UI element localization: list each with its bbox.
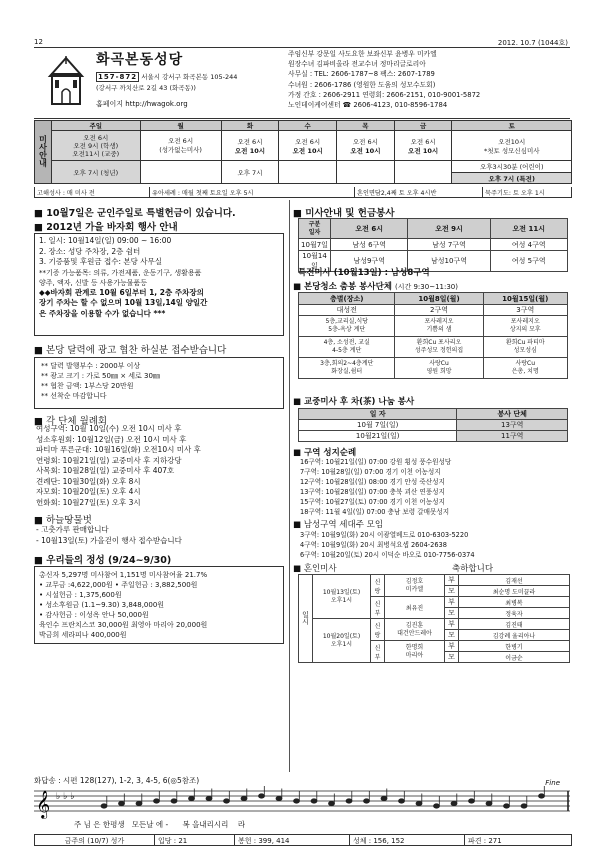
bazaar-parking-notice: 은 주차장을 이용할 수가 없습니다 *** <box>39 308 166 318</box>
group-meeting: 파티마 푸른군대: 10월16일(화) 오전10시 미사 후 <box>36 445 201 454</box>
fine-marking: Fine <box>545 779 560 787</box>
saturday-children-mass: 오후3시30분 (어린이) <box>452 161 572 173</box>
music-note <box>171 799 177 803</box>
staff-line: 주임신부 강문일 사도요한 보좌신부 윤병우 미카엘 <box>288 50 437 58</box>
clean-cell: 사랑Cu 은총, 치명 <box>483 358 567 379</box>
day-header: 수 <box>279 121 337 131</box>
music-note <box>451 801 457 805</box>
role-label: 신부 <box>371 641 385 663</box>
music-note <box>259 794 265 798</box>
staff-line: 수녀원 : 2606-1786 (영원한 도움의 성모수도회) <box>288 80 436 89</box>
group-meeting: 자모회: 10월20일(토) 오후 4시 <box>36 487 141 496</box>
confession-info: 고해성사 : 매 미사 전 <box>35 187 150 197</box>
clean-header: 10월15일(월) <box>483 293 567 305</box>
ad-line: ** 광고 크기 : 가로 50㎜ × 세로 30㎜ <box>41 372 160 380</box>
group-meeting: 여성구역: 10월 10일(수) 오전 10시 미사 후 <box>36 424 182 433</box>
offering-line: • 교무금 :4,622,000원 • 주일헌금 : 3,882,500원 <box>39 581 198 589</box>
music-staff <box>34 785 572 819</box>
music-note <box>364 799 370 803</box>
role-label: 부 <box>445 641 459 652</box>
pilgrimage-list <box>300 457 451 517</box>
wednesday-mass: 오전 6시 오전 10시 <box>279 131 337 161</box>
column-divider <box>289 200 290 772</box>
psalm-music <box>34 775 572 830</box>
role-label: 모 <box>445 586 459 597</box>
music-note <box>224 799 230 803</box>
bazaar-parking-notice: 장기 주차는 할 수 없으며 10월 13일,14일 양일간 <box>39 298 208 307</box>
church-icon <box>46 56 86 106</box>
music-note <box>101 804 107 808</box>
tuesday-evening-mass: 오후 7시 <box>221 161 279 184</box>
mass-schedule-table <box>34 120 572 184</box>
saturday-vigil-mass: 오후 7시 (특전) <box>452 173 572 184</box>
music-note <box>119 801 125 805</box>
clean-header: 층별(장소) <box>299 293 395 305</box>
offering-line: 육인수 프란치스코 30,000원 최영아 마리아 20,000원 <box>39 621 208 629</box>
bazaar-title: ■ 2012년 가을 바자회 행사 안내 <box>34 222 178 233</box>
music-note <box>469 799 475 803</box>
mens-meeting-line: 4구역: 10월9일(화) 20시 최병석요셉 2604-2638 <box>300 541 447 549</box>
guide-cell: 여성 5구역 <box>490 251 567 272</box>
day-header: 월 <box>140 121 221 131</box>
wedding-table <box>298 574 570 663</box>
music-note <box>486 801 492 805</box>
pilgrimage-line: 15구역: 10월27일(토) 07:00 경기 이천 어농성지 <box>300 498 445 506</box>
music-note <box>154 799 160 803</box>
role-label: 모 <box>445 652 459 663</box>
role-label: 모 <box>445 608 459 619</box>
day-header: 목 <box>337 121 395 131</box>
ad-line: ** 달력 발행부수 : 2000부 이상 <box>41 362 141 370</box>
guide-cell: 여성 4구역 <box>490 239 567 251</box>
parent-name: 김재선 <box>459 575 570 586</box>
clean-cell: 환희Cu 파티마 성모성심 <box>483 337 567 358</box>
tea-cell: 11구역 <box>457 431 568 442</box>
pilgrimage-line: 13구역: 10월28일(일) 07:00 충북 괴산 연풍성지 <box>300 488 445 496</box>
bazaar-line: 2. 장소: 성당 주차장, 2층 쉼터 <box>39 246 141 256</box>
mens-meeting-line: 6구역: 10월20일(토) 20시 이덕순 바오로 010-7756-0374 <box>300 551 475 559</box>
pilgrimage-line: 7구역: 10월28일(일) 07:00 경기 이천 어농성지 <box>300 468 441 476</box>
pilgrimage-title: ■ 구역 성지순례 <box>293 448 357 458</box>
groups-title: ■ 각 단체 월례회 <box>34 416 108 427</box>
group-meeting: 헌화회: 10월27일(토) 오후 3시 <box>36 497 141 507</box>
day-header: 토 <box>452 121 572 131</box>
groom-name: 김정호 미카엘 <box>385 575 445 597</box>
parent-name: 한병기 <box>459 641 570 652</box>
haneul-line: - 10월13일(토) 가을걷이 행사 접수받습니다 <box>36 535 182 545</box>
baptism-info: 유아세례 : 매월 첫째 토요일 오후 5시 <box>150 187 355 197</box>
communion-hymn: 성체 : 156, 152 <box>350 835 465 845</box>
guide-header: 오전 6시 <box>331 219 408 239</box>
role-label: 신부 <box>371 597 385 619</box>
clean-cell: 2구역 <box>395 305 483 316</box>
role-label: 신랑 <box>371 575 385 597</box>
group-meeting: 연령회: 10월21일(일) 교중미사 후 지하강당 <box>36 455 182 465</box>
staff-line: 원장수녀 김파비올라 전교수녀 정마리글로리아 <box>288 60 426 69</box>
music-note <box>206 796 212 800</box>
offering-line: • 감사헌금 : 이성옥 안나 50,000원 <box>39 611 149 619</box>
clean-cell: 포사레지오 기쁨의 샘 <box>395 316 483 337</box>
clean-cell: 3구역 <box>483 305 567 316</box>
role-label: 신랑 <box>371 619 385 641</box>
tea-cell: 13구역 <box>457 420 568 431</box>
friday-mass: 오전 6시 오전 10시 <box>394 131 452 161</box>
bazaar-line: 1. 일시: 10월14일(일) 09:00 ~ 16:00 <box>39 236 172 245</box>
offering-line: • 시설헌금 : 1,375,600원 <box>39 591 122 599</box>
guide-header: 오전 11시 <box>490 219 567 239</box>
music-note <box>434 804 440 808</box>
clean-cell: 4층, 소성전, 교실 4-5층 계단 <box>299 337 395 358</box>
wedding-date: 10월13일(토) 오후1시 <box>313 575 371 619</box>
day-header: 화 <box>221 121 279 131</box>
music-note <box>504 804 510 808</box>
sunday-morning-mass: 오전 6시 오전 9시 (학생) 오전11시 (교중) <box>52 131 141 161</box>
clean-cell: 사랑Cu 영원 희망 <box>395 358 483 379</box>
haneul-title: ■ 하늘땅물벗 <box>34 515 92 526</box>
guide-header: 오전 9시 <box>408 219 490 239</box>
footer-label: 금주의 (10/7) 성가 <box>35 835 155 845</box>
day-header: 금 <box>394 121 452 131</box>
guide-cell: 10월7일 <box>299 239 331 251</box>
tea-cell: 10월 7일(일) <box>299 420 457 431</box>
group-meeting: 견례단: 10월30일(화) 오후 8시 <box>36 476 141 486</box>
mens-meeting-list <box>300 530 475 560</box>
entrance-hymn: 입당 : 21 <box>155 835 235 845</box>
staff-line: 가정 간호 : 2606-2911 연령회: 2606-2151, 010-9001-5872 <box>288 90 481 99</box>
day-header: 주일 <box>52 121 141 131</box>
bride-name: 최유진 <box>385 597 445 619</box>
music-note <box>136 801 142 805</box>
address-road: (강서구 까치산로 2길 43 (화곡동)) <box>96 84 196 92</box>
haneul-line: - 고춧가루 판매합니다 <box>36 525 109 534</box>
groups-list <box>36 424 286 508</box>
recessional-hymn: 파견 : 271 <box>468 837 502 845</box>
staff-line: 노인데이케어센터 ☎ 2606-4123, 010-8596-1784 <box>288 101 448 110</box>
tea-header: 일 자 <box>299 409 457 420</box>
bazaar-box <box>34 233 284 336</box>
offering-line: • 성소후원금 (1.1~9.30) 3,848,000원 <box>39 601 165 609</box>
music-note <box>539 794 545 798</box>
groom-name: 김진훈 대건안드레아 <box>385 619 445 641</box>
page-number: 12 <box>34 38 43 46</box>
tea-cell: 10월21일(일) <box>299 431 457 442</box>
saturday-mass: 오전10시 *첫토 성모신심미사 <box>452 131 572 161</box>
wedding-date: 10월20일(토) 오후1시 <box>313 619 371 663</box>
offering-title: ■ 우리들의 정성 (9/24~9/30) <box>34 555 172 566</box>
offering-duty-table <box>298 218 568 272</box>
clean-header: 10월8일(월) <box>395 293 483 305</box>
vigil-mass-duty: 특전미사 (10월13일) : 남성8구역 <box>298 268 430 278</box>
tea-title: ■ 교중미사 후 차(茶) 나눔 봉사 <box>293 397 415 407</box>
role-label: 모 <box>445 630 459 641</box>
tuesday-mass: 오전 6시 오전 10시 <box>221 131 279 161</box>
clean-cell: 대성전 <box>299 305 395 316</box>
parent-name: 최순명 도미끌라 <box>459 586 570 597</box>
sacrament-info-bar <box>34 187 572 198</box>
parent-name: 정육자 <box>459 608 570 619</box>
tea-header: 봉사 단체 <box>457 409 568 420</box>
wedding-title: ■ 혼인미사 <box>293 564 337 574</box>
pilgrimage-line: 18구역: 11월 4일(일) 07:00 충남 보령 갈매못성지 <box>300 508 450 516</box>
offertory-hymn: 봉헌 : 399, 414 <box>235 835 350 845</box>
bazaar-line: **기증 가능품목: 의류, 가전제품, 운동기구, 생활용품 <box>39 268 202 277</box>
role-label: 부 <box>445 619 459 630</box>
ad-line: ** 협찬 금액: 1부스당 20만원 <box>41 382 134 390</box>
clean-cell: 포사레지오 상지의 모후 <box>483 316 567 337</box>
bazaar-line: 3. 기증품및 후원금 접수: 본당 사무실 <box>39 257 163 266</box>
offering-line: 박금희 세라피나 400,000원 <box>39 631 127 639</box>
parent-name: 최병복 <box>459 597 570 608</box>
music-note <box>276 796 282 800</box>
issue-date: 2012. 10.7 (1044호) <box>497 39 568 47</box>
music-note <box>311 799 317 803</box>
psalm-lyrics: 주 님 은 한평생 모든날 에 - 복 을내리시리 라 <box>74 820 246 829</box>
homepage-link[interactable]: 홈페이지 http://hwagok.org <box>96 100 188 108</box>
address-line <box>96 72 237 82</box>
music-note <box>294 799 300 803</box>
mass-side-label: 미사안내 <box>35 121 52 184</box>
thursday-mass: 오전 6시 오전 10시 <box>337 131 395 161</box>
music-note <box>346 799 352 803</box>
calendar-ad-title: ■ 본당 달력에 광고 협찬 하실분 접수받습니다 <box>34 345 227 356</box>
psalm-title: 화답송 : 시편 128(127), 1-2, 3, 4-5, 6(◎5참조) <box>34 776 200 785</box>
cleaning-table <box>298 292 568 379</box>
sunday-evening-mass: 오후 7시 (청년) <box>52 161 141 184</box>
military-sunday-notice: ■ 10월7일은 군인주일로 특별헌금이 있습니다. <box>34 208 236 219</box>
music-note <box>416 801 422 805</box>
music-note <box>399 799 405 803</box>
rosary-info: 묵주기도: 토 오후 1시 <box>485 190 545 197</box>
guide-cell: 남성 7구역 <box>408 239 490 251</box>
haneul-list <box>36 525 182 546</box>
hymn-footer <box>34 834 572 846</box>
parent-name: 김강례 율리아나 <box>459 630 570 641</box>
group-meeting: 성소후원회: 10월12일(금) 오전 10시 미사 후 <box>36 434 187 444</box>
parent-name: 김진태 <box>459 619 570 630</box>
calendar-ad-box <box>34 357 284 409</box>
staff-line: 사무실 : TEL: 2606-1787~8 팩스: 2607-1789 <box>288 70 435 79</box>
group-meeting: 사목회: 10월28일(일) 교중미사 후 407호 <box>36 466 175 475</box>
clean-cell: 환희Cu 포사리오 성주성모 정헌의집 <box>395 337 483 358</box>
role-label: 부 <box>445 575 459 586</box>
offering-line: 총신자 5,297명 미사참여 1,151명 미사참여율 21.7% <box>39 571 208 579</box>
pilgrimage-line: 12구역: 10월28일(일) 08:00 경기 안성 죽산성지 <box>300 478 445 486</box>
wedding-side-label: 일시 <box>299 575 313 663</box>
guide-header: 구분 일자 <box>299 219 331 239</box>
guide-cell: 남성 6구역 <box>331 239 408 251</box>
zip-code: 157-872 <box>98 73 138 81</box>
music-note <box>521 804 527 808</box>
music-note <box>381 796 387 800</box>
bazaar-line: 양주, 액자, 신발 등 사용가능물품등 <box>39 278 148 287</box>
parish-title: 화곡본동성당 <box>96 52 184 68</box>
clean-cell: 5층,교리실,식당 5층-옥상 계단 <box>299 316 395 337</box>
guide-cell: 10월14일 <box>299 251 331 272</box>
music-note <box>189 796 195 800</box>
wedding-consult-info: 혼인면담2,4째 토 오후 4시반 <box>355 187 483 197</box>
guide-cell: 남성10구역 <box>408 251 490 272</box>
monday-mass: 오전 6시 (성가없는미사) <box>140 131 221 161</box>
clean-cell: 3층,회의2~4층계단 화장실,쉼터 <box>299 358 395 379</box>
bazaar-parking-notice: ◆◆바자회 관계로 10월 6일부터 1, 2층 주차장의 <box>39 287 204 297</box>
music-note <box>241 796 247 800</box>
guide-cell: 남성9구역 <box>331 251 408 272</box>
staff-contacts <box>288 49 572 110</box>
offering-box <box>34 566 284 644</box>
tea-table <box>298 408 568 442</box>
music-note <box>329 801 335 805</box>
address-main: 서울시 강서구 화곡본동 105-244 <box>141 73 238 81</box>
role-label: 부 <box>445 597 459 608</box>
pilgrimage-line: 16구역: 10월21일(일) 07:00 강원 횡성 풍수원성당 <box>300 458 452 466</box>
cleaning-title: ■ 본당청소 춤봉 봉사단체 (시간 9:30~11:30) <box>293 282 458 292</box>
mens-meeting-title: ■ 남성구역 세대주 모임 <box>293 520 384 530</box>
parent-name: 이금순 <box>459 652 570 663</box>
svg-text:𝄞: 𝄞 <box>36 790 51 818</box>
wedding-congrats: 축하합니다 <box>452 564 494 574</box>
mass-guide-title: ■ 미사안내 및 헌금봉사 <box>293 208 395 219</box>
mens-meeting-line: 3구역: 10월9일(화) 20시 이광열베드로 010-6303-5220 <box>300 531 469 539</box>
bride-name: 한명희 마리아 <box>385 641 445 663</box>
svg-text:♭ ♭ ♭: ♭ ♭ ♭ <box>56 792 75 802</box>
ad-line: ** 선착순 마감합니다 <box>41 392 107 400</box>
